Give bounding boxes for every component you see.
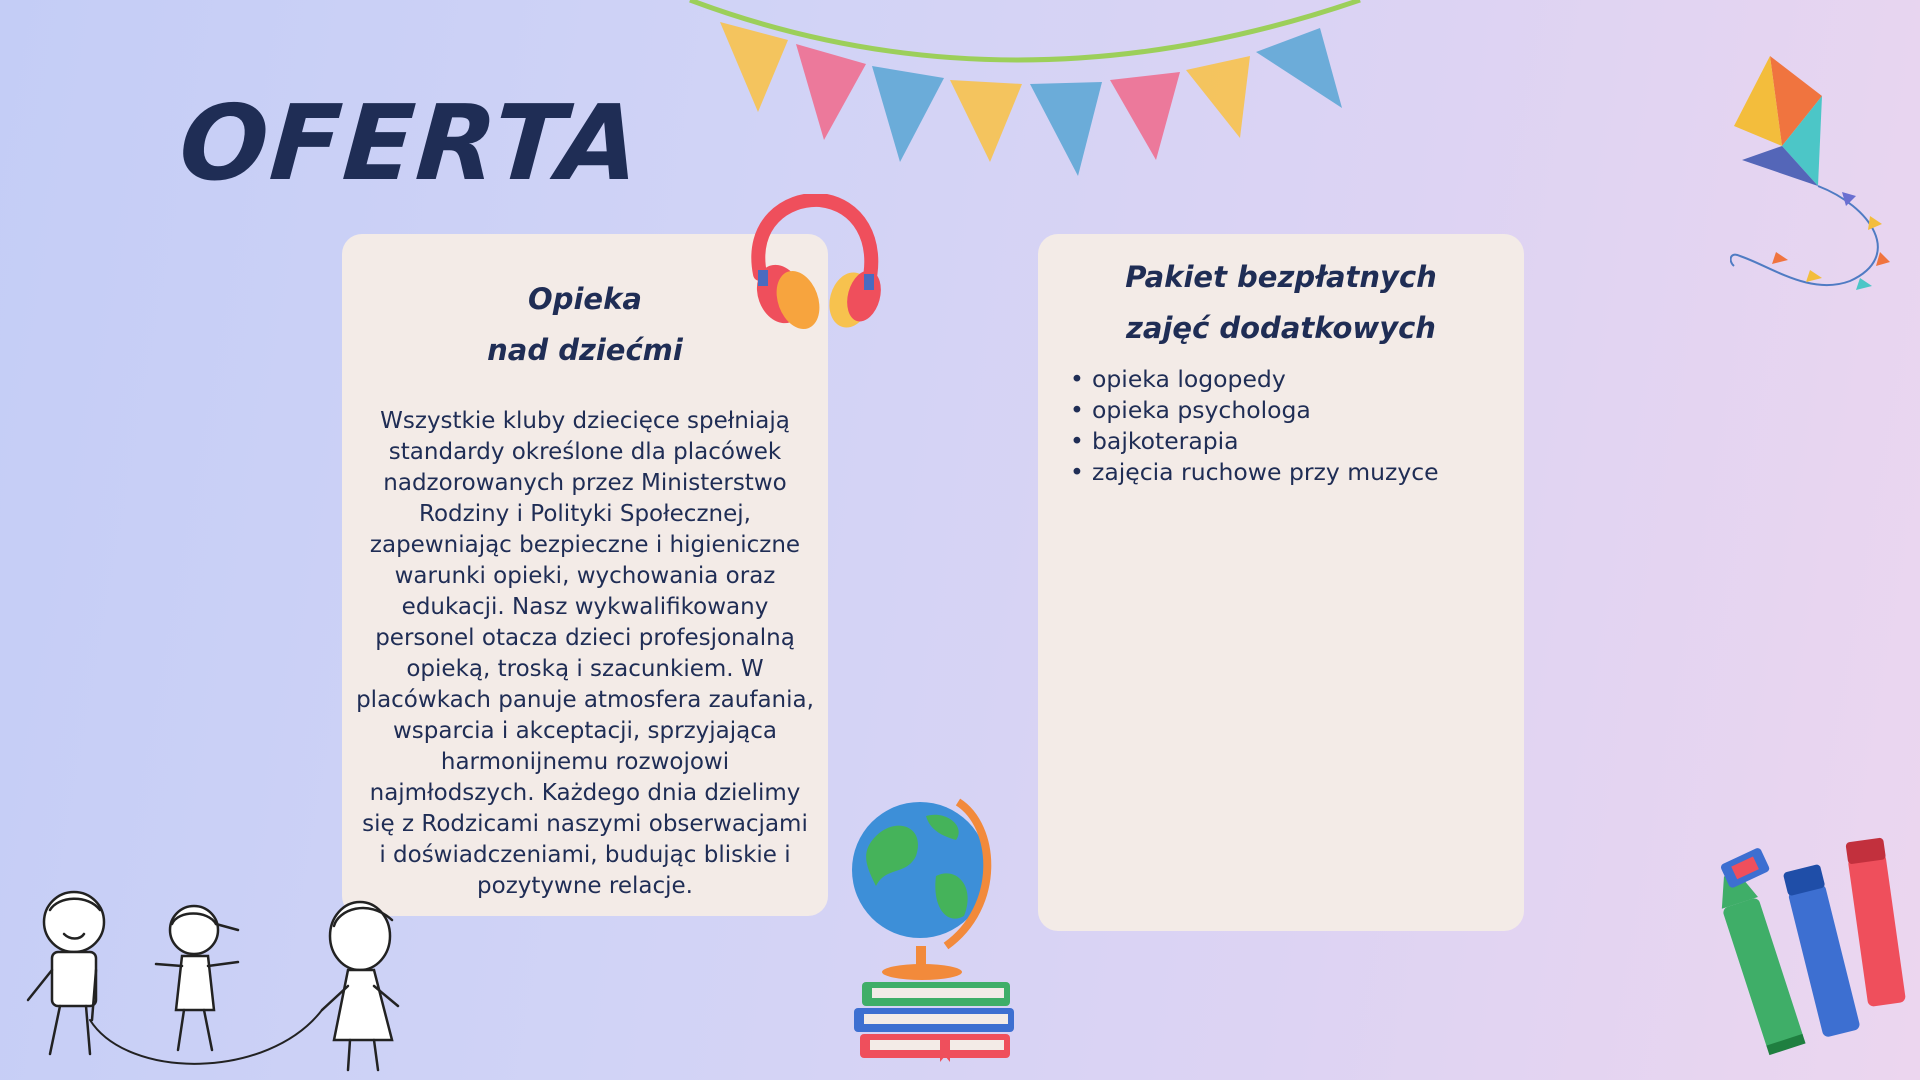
markers-icon	[1712, 836, 1912, 1068]
globe-icon	[846, 796, 1006, 996]
list-item: • opieka psychologa	[1068, 395, 1494, 426]
card-free-activities	[1038, 234, 1524, 931]
card-title-line: zajęć dodatkowych	[1126, 311, 1436, 345]
bunting-icon	[680, 0, 1370, 190]
list-item: • bajkoterapia	[1068, 426, 1494, 457]
card-title-line: Opieka	[528, 282, 642, 316]
kite-icon	[1730, 56, 1900, 296]
page-title: OFERTA	[175, 82, 646, 204]
children-skipping-rope-icon	[8, 890, 428, 1076]
card-title-line: Pakiet bezpłatnych	[1125, 260, 1437, 294]
card-childcare	[342, 234, 828, 916]
card-body-text: Wszystkie kluby dziecięce spełniają standardy określone dla placówek nadzorowanych przez Ministerstwo Rodziny i Polityki Społecznej, zapewniając bezpieczne i higieniczne warunki opieki, wychowania oraz edukacji. Nasz wykwalifikowany personel otacza dzieci profesjonalną opieką, troską i szacunkiem. W placówkach panuje atmosfera zaufania, wsparcia i akceptacji, sprzyjająca harmonijnemu rozwojowi najmłodszych. Każdego dnia dzielimy się z Rodzicami naszymi obserwacjami i doświadczeniami, budując bliskie i pozytywne relacje.	[356, 408, 814, 899]
card-title	[1068, 252, 1494, 354]
headphones-icon	[746, 194, 882, 336]
books-icon	[852, 976, 1022, 1064]
card-title-line: nad dziećmi	[487, 333, 683, 367]
list-item: • opieka logopedy	[1068, 364, 1494, 395]
list-item: • zajęcia ruchowe przy muzyce	[1068, 457, 1494, 488]
activities-list	[1068, 364, 1494, 488]
